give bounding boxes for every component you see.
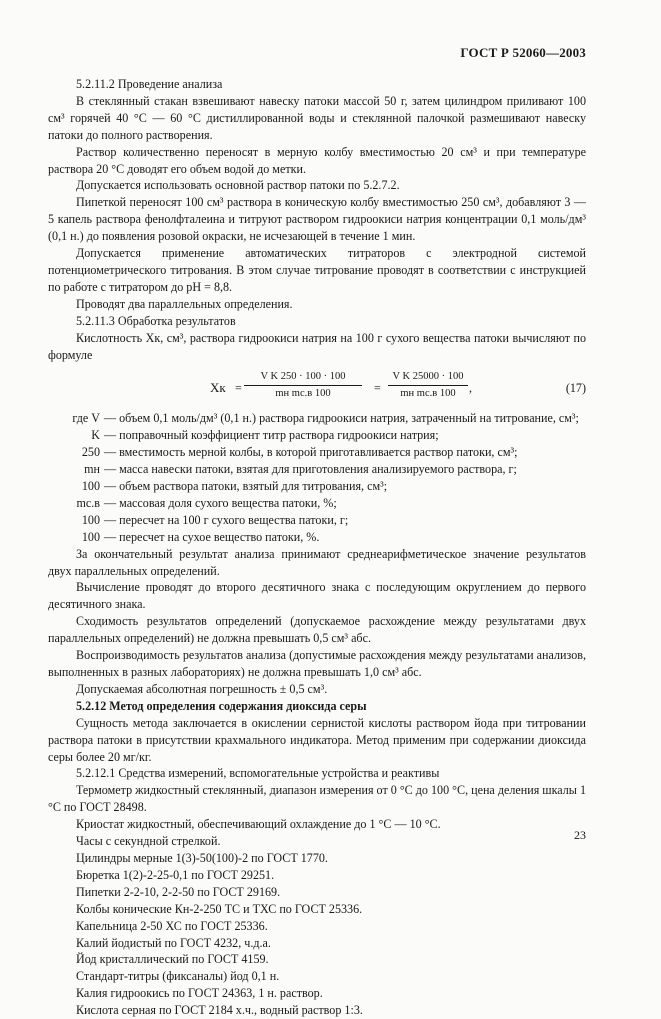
definition-symbol: K <box>91 428 100 443</box>
fraction-denominator: mн mс.в 100 <box>400 388 456 400</box>
fraction-numerator: V K 250 · 100 · 100 <box>244 370 362 386</box>
fraction-denominator: mн mс.в 100 <box>275 388 331 400</box>
page-content <box>48 76 586 1019</box>
paragraph: Допускается использовать основной раствор патоки по 5.2.7.2. <box>76 178 400 193</box>
definition-symbol: mн <box>84 462 100 477</box>
fraction-numerator: V K 25000 · 100 <box>388 370 468 386</box>
paragraph: Допускаемая абсолютная погрешность ± 0,5 см³. <box>76 681 328 696</box>
definition-symbol: где V <box>72 411 100 426</box>
definition-text: — объем 0,1 моль/дм³ (0,1 н.) раствора гидроокиси натрия, затраченный на титрование, см³; <box>104 411 579 426</box>
definition-text: — вместимость мерной колбы, в которой приготавливается раствор патоки, см³; <box>104 445 518 460</box>
subsection-heading: 5.2.12.1 Средства измерений, вспомогательные устройства и реактивы <box>76 766 440 781</box>
page-number: 23 <box>574 828 586 842</box>
list-item: Пипетки 2-2-10, 2-2-50 по ГОСТ 29169. <box>76 884 281 899</box>
definition-row <box>48 478 586 495</box>
definition-symbol: mс.в <box>76 495 100 510</box>
definition-row <box>48 529 586 546</box>
list-item: Йод кристаллический по ГОСТ 4159. <box>76 952 269 967</box>
definition-text: — пересчет на 100 г сухого вещества патоки, г; <box>104 512 349 527</box>
section-heading: 5.2.11.2 Проведение анализа <box>76 77 223 91</box>
definition-row <box>48 461 586 478</box>
list-item: Бюретка 1(2)-2-25-0,1 по ГОСТ 29251. <box>76 867 275 882</box>
list-item: Цилиндры мерные 1(3)-50(100)-2 по ГОСТ 1770. <box>76 850 328 865</box>
formula-comma: , <box>469 381 473 396</box>
definition-row <box>48 495 586 512</box>
formula-17 <box>48 370 586 408</box>
definition-text: — объем раствора патоки, взятый для титрования, см³; <box>104 479 388 494</box>
paragraph: Кислотность Xк, см³, раствора гидроокиси натрия на 100 г сухого вещества патоки вычисляют по формуле <box>48 330 586 362</box>
definition-text: — массовая доля сухого вещества патоки, %; <box>104 495 337 510</box>
formula-equals: = <box>374 381 381 396</box>
definition-text: — пересчет на сухое вещество патоки, %. <box>104 529 320 544</box>
paragraph: Сходимость результатов определений (допускаемое расхождение между результатами двух параллельных определений) не должна превышать 0,5 см³ абс. <box>48 614 586 646</box>
formula-number: (17) <box>565 381 586 396</box>
list-item: Криостат жидкостный, обеспечивающий охлаждение до 1 °С — 10 °С. <box>76 817 441 832</box>
paragraph: В стеклянный стакан взвешивают навеску патоки массой 50 г, затем цилиндром приливают 100 см³ горячей 40 °С — 60 °С дистиллированной воды и стеклянной палочкой размешивают навеску патоки до полного растворения. <box>48 93 586 142</box>
formula-fraction <box>244 370 362 401</box>
definition-symbol: 100 <box>81 479 100 494</box>
list-item: Термометр жидкостный стеклянный, диапазон измерения от 0 °С до 100 °С, цена деления шкалы 1 °С по ГОСТ 28498. <box>48 783 586 815</box>
paragraph: Воспроизводимость результатов анализа (допустимые расхождения между результатами анализов, выполненных в разных лабораториях) не должна превышать 1,0 см³ абс. <box>48 648 586 679</box>
list-item: Стандарт-титры (фиксаналы) йод 0,1 н. <box>76 969 280 984</box>
definition-row <box>48 444 586 461</box>
list-item: Капельница 2-50 ХС по ГОСТ 25336. <box>76 918 268 933</box>
paragraph: Раствор количественно переносят в мерную колбу вместимостью 20 см³ и при температуре раствора 20 °С доводят его объем водой до метки. <box>48 144 586 176</box>
paragraph: Пипеткой переносят 100 см³ раствора в коническую колбу вместимостью 250 см³, добавляют 3 — 5 капель раствора фенолфталеина и титруют раствором гидроокиси натрия концентрации 0,1 моль/дм³ (0,1 н.) до появления розовой окраски, не исчезающей в течение 1 мин. <box>48 195 586 244</box>
definition-symbol: 250 <box>81 445 100 460</box>
paragraph: Вычисление проводят до второго десятичного знака с последующим округлением до первого десятичного знака. <box>48 580 586 612</box>
document-code: ГОСТ Р 52060—2003 <box>460 45 586 60</box>
paragraph: Сущность метода заключается в окислении сернистой кислоты раствором йода при титровании раствора патоки в присутствии крахмального индикатора. Метод применим при содержании диоксида серы более 20 мг/кг. <box>48 715 586 764</box>
section-heading: 5.2.12 Метод определения содержания диоксида серы <box>76 698 367 713</box>
definition-text: — поправочный коэффициент титр раствора гидроокиси натрия; <box>104 428 439 443</box>
list-item: Часы с секундной стрелкой. <box>76 834 221 849</box>
formula-lhs: Xк <box>210 380 226 396</box>
definition-symbol: 100 <box>81 512 100 527</box>
list-item: Колбы конические Кн-2-250 ТС и ТХС по ГОСТ 25336. <box>76 901 363 916</box>
paragraph: За окончательный результат анализа принимают среднеарифметическое значение результатов двух параллельных определений. <box>48 546 586 578</box>
paragraph: Допускается применение автоматических титраторов с электродной системой потенциометрического титрования. В этом случае титрование проводят в соответствии с инструкцией по работе с титратором до pH = 8,8. <box>48 246 586 294</box>
definition-symbol: 100 <box>81 529 100 544</box>
definition-text: — масса навески патоки, взятая для приготовления анализируемого раствора, г; <box>104 462 517 477</box>
list-item: Кислота серная по ГОСТ 2184 х.ч., водный раствор 1:3. <box>76 1003 363 1018</box>
formula-fraction <box>388 370 468 401</box>
list-item: Калия гидроокись по ГОСТ 24363, 1 н. раствор. <box>76 986 323 1001</box>
formula-equals: = <box>235 381 242 396</box>
variable-definitions <box>48 410 586 545</box>
definition-row <box>48 410 586 427</box>
list-item: Калий йодистый по ГОСТ 4232, ч.д.а. <box>76 935 271 950</box>
definition-row <box>48 512 586 529</box>
section-heading: 5.2.11.3 Обработка результатов <box>76 313 236 328</box>
definition-row <box>48 427 586 444</box>
paragraph: Проводят два параллельных определения. <box>76 296 293 311</box>
